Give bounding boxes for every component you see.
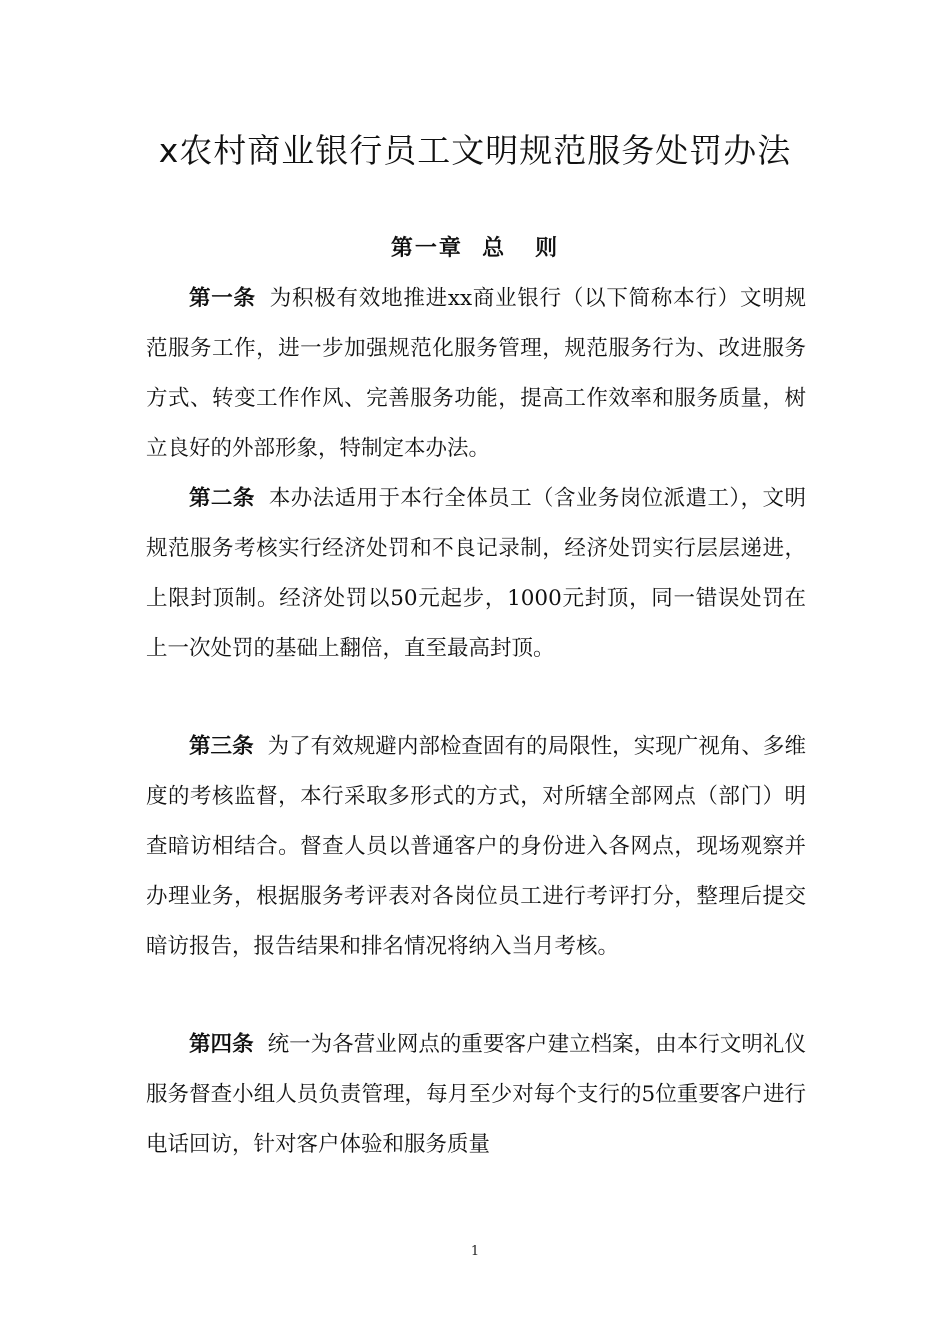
article-2-text: 本办法适用于本行全体员工（含业务岗位派遣工），文明规范服务考核实行经济处罚和不良记录制，经济处罚实行层层递进，上限封顶制。经济处罚以50元起步，1000元封顶，同一错误处罚在上一次处罚的基础上翻倍，直至最高封顶。 — [146, 486, 806, 661]
article-4-text: 统一为各营业网点的重要客户建立档案，由本行文明礼仪服务督查小组人员负责管理，每月至少对每个支行的5位重要客户进行电话回访，针对客户体验和服务质量 — [146, 1032, 806, 1157]
article-4 — [146, 1020, 806, 1170]
article-3-text: 为了有效规避内部检查固有的局限性，实现广视角、多维度的考核监督，本行采取多形式的方式，对所辖全部网点（部门）明查暗访相结合。督查人员以普通客户的身份进入各网点，现场观察并办理业务，根据服务考评表对各岗位员工进行考评打分，整理后提交暗访报告，报告结果和排名情况将纳入当月考核。 — [146, 734, 806, 959]
article-2 — [146, 474, 806, 674]
page-number: 1 — [470, 1244, 480, 1259]
article-4-label: 第四条 — [189, 1032, 254, 1057]
article-3 — [146, 722, 806, 972]
article-3-label: 第三条 — [189, 734, 254, 759]
document-title: x农村商业银行员工文明规范服务处罚办法 — [158, 131, 792, 170]
chapter-heading: 第一章 总 则 — [390, 236, 560, 261]
article-1 — [146, 274, 806, 474]
article-1-text: 为积极有效地推进xx商业银行（以下简称本行）文明规范服务工作，进一步加强规范化服务管理，规范服务行为、改进服务方式、转变工作作风、完善服务功能，提高工作效率和服务质量，树立良好的外部形象，特制定本办法。 — [146, 286, 806, 461]
article-2-label: 第二条 — [189, 486, 255, 511]
article-1-label: 第一条 — [189, 286, 256, 311]
